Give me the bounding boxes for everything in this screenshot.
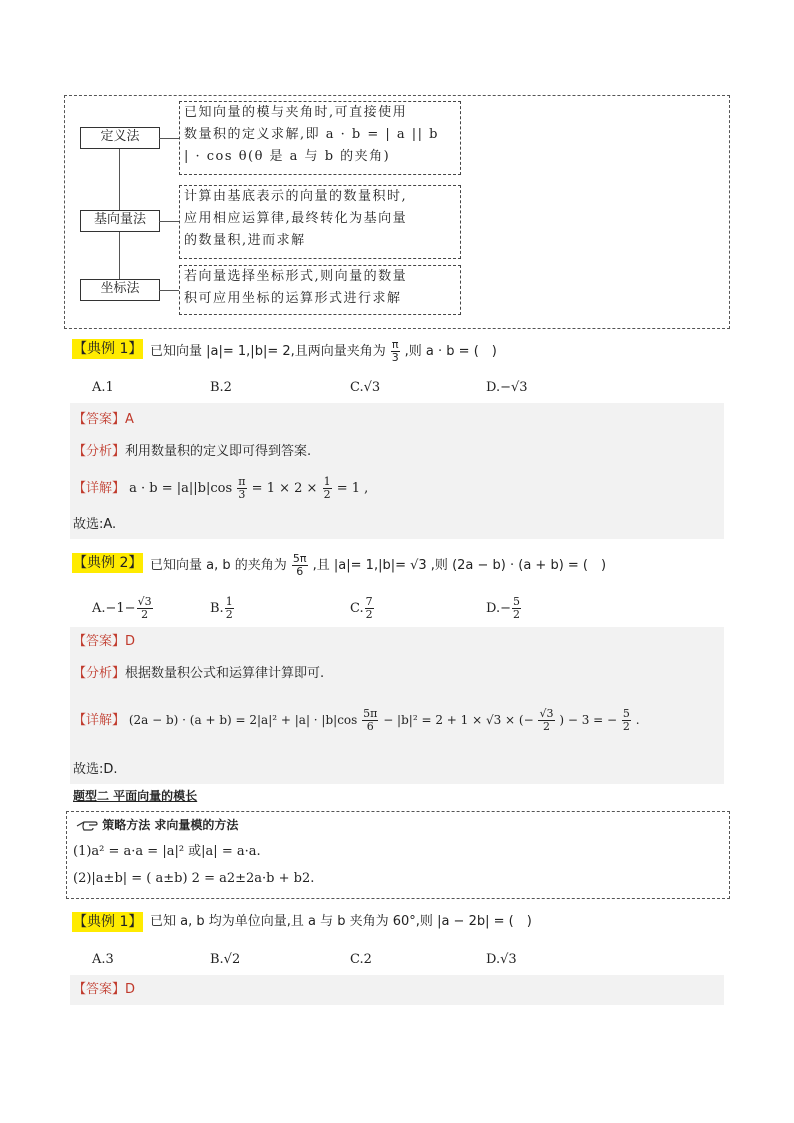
answer-label: 【答案】 (73, 634, 126, 649)
option-b: B.2 (210, 380, 232, 395)
fraction-denominator: 6 (366, 720, 374, 733)
fraction-numerator: π (238, 475, 246, 488)
example-3-solution-panel (70, 975, 724, 1005)
detail-label: 【详解】 (73, 481, 126, 496)
fraction (292, 553, 308, 578)
question-text: ,且 |a|= 1,|b|= √3 ,则 (2a − b) · (a + b) = ( ) (312, 558, 607, 573)
fraction-denominator: 3 (391, 351, 399, 364)
desc-line: 已知向量的模与夹角时,可直接使用 (184, 105, 408, 120)
example-3-tag: 【典例 1】 (73, 914, 143, 930)
example-2-answer (73, 632, 135, 652)
fraction (362, 708, 378, 733)
connector-vertical-2 (119, 232, 120, 279)
question-text: 已知向量 a, b 的夹角为 (150, 558, 287, 573)
desc-line: | · cos θ(θ 是 a 与 b 的夹角) (184, 149, 391, 164)
fraction (137, 596, 153, 621)
desc-line: 的数量积,进而求解 (184, 233, 306, 248)
method-basis-label: 基向量法 (93, 212, 146, 227)
example-2-selection: 故选:D. (73, 762, 118, 777)
fraction-numerator: π (391, 338, 399, 351)
detail-text: = 1 , (336, 481, 369, 496)
connector-horizontal-1 (159, 138, 179, 139)
fraction (391, 339, 400, 364)
example-1-answer (73, 410, 134, 430)
answer-value: D (125, 634, 136, 649)
analysis-label: 【分析】 (73, 666, 126, 681)
fraction (622, 708, 631, 733)
method-basis-desc (179, 185, 461, 259)
example-1-selection: 故选:A. (73, 517, 117, 532)
example-1-solution-panel (70, 403, 724, 539)
fraction (365, 596, 374, 621)
detail-text: ) − 3 = − (559, 713, 618, 727)
analysis-label: 【分析】 (73, 444, 126, 459)
option-d (486, 596, 522, 621)
detail-label: 【详解】 (73, 713, 126, 728)
desc-line: 应用相应运算律,最终转化为基向量 (184, 211, 408, 226)
fraction (237, 476, 246, 501)
fraction (512, 596, 521, 621)
fraction-numerator: 5π (363, 707, 378, 720)
option-text: C. (350, 601, 364, 616)
strategy-line-2: (2)|a±b| = ( a±b) 2 = a2±2a·b + b2. (73, 871, 315, 886)
answer-label: 【答案】 (73, 412, 126, 427)
detail-text: a · b = |a||b|cos (129, 481, 233, 496)
example-1-detail (73, 476, 368, 501)
option-c: C.2 (350, 952, 372, 967)
answer-label: 【答案】 (73, 982, 126, 997)
strategy-header (76, 816, 238, 834)
fraction (538, 708, 554, 733)
fraction-numerator: 7 (365, 595, 373, 608)
answer-value: A (125, 412, 134, 427)
fraction-numerator: 1 (323, 475, 331, 488)
question-text: ,则 a · b = ( ) (404, 344, 497, 359)
option-a (92, 596, 154, 621)
section-title: 题型二 平面向量的模长 (73, 789, 198, 803)
method-basis-box (80, 210, 160, 232)
fraction-denominator: 2 (622, 720, 630, 733)
analysis-text: 利用数量积的定义即可得到答案. (125, 444, 312, 459)
question-text: |a|= 1,|b|= 2,且两向量夹角为 (206, 344, 386, 359)
option-text: B. (210, 601, 224, 616)
option-text: D.− (486, 601, 511, 616)
method-coordinate-box (80, 279, 160, 301)
option-a: A.3 (92, 952, 114, 967)
connector-horizontal-3 (159, 290, 179, 291)
fraction-denominator: 3 (238, 488, 246, 501)
option-c: C.√3 (350, 380, 381, 395)
fraction (225, 596, 234, 621)
fraction-denominator: 2 (225, 608, 233, 621)
fraction-denominator: 2 (542, 720, 550, 733)
fraction-numerator: √3 (137, 595, 152, 608)
example-1-tag: 【典例 1】 (73, 341, 143, 357)
detail-text: (2a − b) · (a + b) = 2|a|² + |a| · |b|cos (128, 713, 358, 727)
desc-line: 计算由基底表示的向量的数量积时, (184, 189, 408, 204)
example-3-question: 已知 a, b 均为单位向量,且 a 与 b 夹角为 60°,则 |a − 2b| = ( ) (150, 914, 532, 929)
option-text: A.−1− (92, 601, 136, 616)
fraction-denominator: 2 (512, 608, 520, 621)
fraction-numerator: 5π (292, 552, 307, 565)
fraction-numerator: 5 (622, 707, 630, 720)
example-2-solution-panel (70, 627, 724, 784)
detail-text: . (635, 713, 640, 727)
analysis-text: 根据数量积公式和运算律计算即可. (125, 666, 325, 681)
hand-pointer-icon (76, 819, 98, 833)
option-b (210, 596, 235, 621)
option-b: B.√2 (210, 952, 241, 967)
fraction-denominator: 6 (296, 565, 304, 578)
option-d: D.−√3 (486, 380, 528, 395)
desc-line: 数量积的定义求解,即 a · b = | a || b (184, 127, 440, 142)
detail-text: = 1 × 2 × (251, 481, 318, 496)
fraction-denominator: 2 (141, 608, 149, 621)
question-text: 已知向量 (150, 344, 203, 359)
option-d: D.√3 (486, 952, 517, 967)
fraction-numerator: 1 (225, 595, 233, 608)
connector-horizontal-2 (159, 221, 179, 222)
fraction-denominator: 2 (365, 608, 373, 621)
method-definition-box (80, 127, 160, 149)
detail-text: − |b|² = 2 + 1 × √3 × (− (383, 713, 534, 727)
desc-line: 积可应用坐标的运算形式进行求解 (184, 291, 402, 306)
example-3-answer (73, 980, 135, 1000)
strategy-title: 策略方法 求向量模的方法 (102, 818, 239, 832)
example-1-analysis (73, 442, 311, 462)
fraction-denominator: 2 (323, 488, 331, 501)
example-2-question (150, 553, 606, 578)
option-c (350, 596, 375, 621)
desc-line: 若向量选择坐标形式,则向量的数量 (184, 269, 408, 284)
fraction-numerator: 5 (512, 595, 520, 608)
strategy-line-1: (1)a² = a·a = |a|² 或|a| = a·a. (73, 844, 261, 859)
connector-vertical-1 (119, 149, 120, 210)
answer-value: D (125, 982, 136, 997)
method-definition-desc (179, 101, 461, 175)
option-a: A.1 (92, 380, 114, 395)
method-coordinate-label: 坐标法 (100, 281, 140, 296)
method-coordinate-desc (179, 265, 461, 315)
method-definition-label: 定义法 (100, 129, 140, 144)
example-2-detail (73, 708, 640, 733)
fraction-numerator: √3 (539, 707, 554, 720)
fraction (323, 476, 332, 501)
example-2-analysis (73, 664, 324, 684)
example-1-question (150, 339, 497, 364)
example-2-tag: 【典例 2】 (73, 555, 143, 571)
